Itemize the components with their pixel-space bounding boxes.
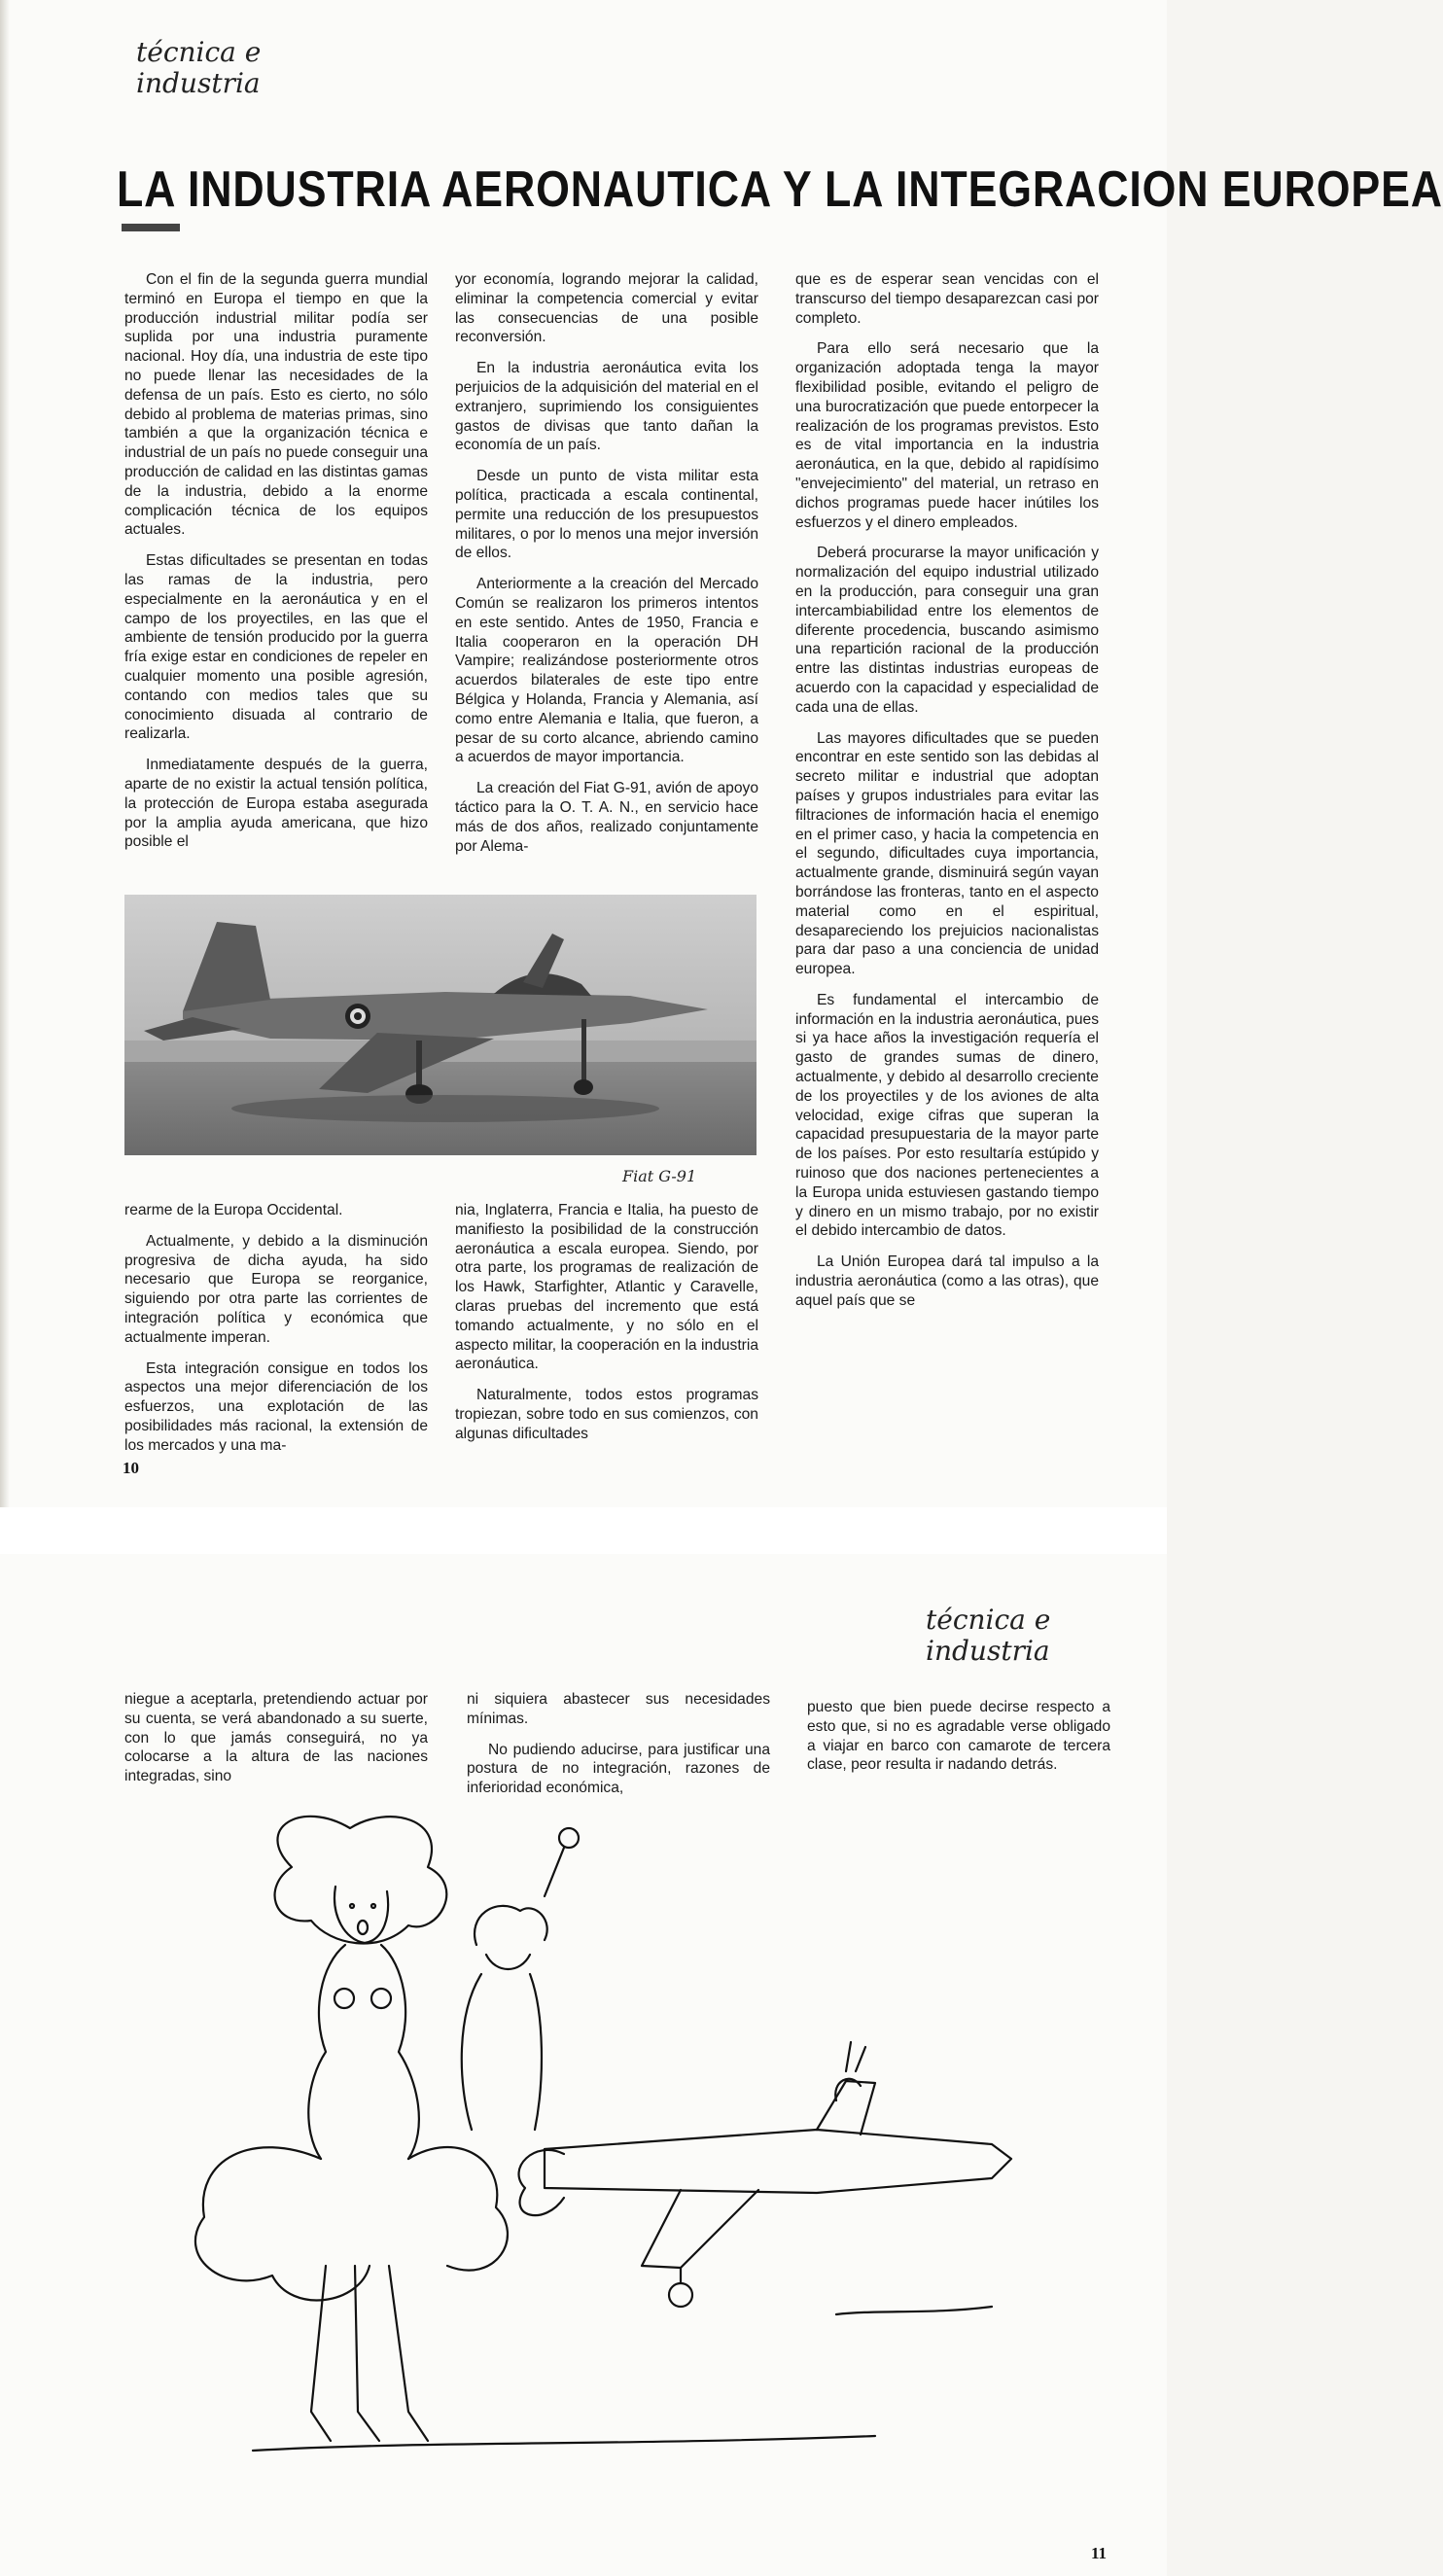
paragraph: Es fundamental el intercambio de información en la industria aeronáutica, pues si ya hace años la investigación requería el gasto de grandes sumas de dinero, actualmente, y debido al desarrollo creciente de los proyectiles y de los aviones de alta velocidad, exige cifras que superan la capacidad presupuestaria de la mayor parte de los países. Por esto resultaría estúpido y ruinoso que dos naciones pertenecientes a la Europa unida estuviesen gastando tiempo y dinero en un mismo trabajo, por no existir el debido intercambio de datos. xyxy=(795,991,1099,1240)
page-gap xyxy=(0,1507,1167,1554)
page-edge-shadow xyxy=(0,0,10,1507)
paragraph: Para ello será necesario que la organización adoptada tenga la mayor flexibilidad posible, evitando el peligro de una burocratización que puede entorpecer la realización de los programas previstos. Esto es de vital importancia en la industria aeronáutica, en la que, debido al rapidísimo "envejecimiento" del material, un retraso en dichos programas puede hacer inútiles los esfuerzos y el dinero empleados. xyxy=(795,340,1099,531)
paragraph: yor economía, logrando mejorar la calidad, eliminar la competencia comercial y evitar las consecuencias de una posible reconversión. xyxy=(455,271,758,346)
jet-aircraft-illustration xyxy=(124,895,757,1155)
paragraph: Desde un punto de vista militar esta política, practicada a escala continental, permite una reducción de los presupuestos militares, o por lo menos una mejor inversión de ellos. xyxy=(455,468,758,562)
page-number: 10 xyxy=(123,1459,139,1477)
paragraph: Estas dificultades se presentan en todas las ramas de la industria, pero especialmente en la aeronáutica y en el campo de los proyectiles, en las que el ambiente de tensión producido por la guerra fría exige estar en condiciones de repeler en cualquier momento una posible agresión, contando con medios tales que su conocimiento disuada al contrario de realizarla. xyxy=(124,552,428,743)
paragraph: que es de esperar sean vencidas con el transcurso del tiempo desaparezcan casi por completo. xyxy=(795,271,1099,327)
paragraph: Deberá procurarse la mayor unificación y normalización del equipo industrial utilizado en la producción, para conseguir una gran intercambiabilidad entre los elementos de diferente procedencia, buscando asimismo una repartición racional de la producción entre las distintas industrias europeas de acuerdo con la capacidad y especialidad de cada una de ellas. xyxy=(795,545,1099,716)
paragraph: La Unión Europea dará tal impulso a la industria aeronáutica (como a las otras), que aquel país que se xyxy=(795,1253,1099,1309)
title-underline-mark xyxy=(122,224,180,231)
paragraph: puesto que bien puede decirse respecto a esto que, si no es agradable verse obligado a viajar en barco con camarote de tercera clase, peor resulta ir nadando detrás. xyxy=(807,1699,1110,1774)
column-2 xyxy=(467,1690,770,1810)
paragraph: Con el fin de la segunda guerra mundial terminó en Europa el tiempo en que la producción industrial militar podía ser suplida por una industria puramente nacional. Hoy día, una industria de este tipo no puede llenar las necesidades de la defensa de un país. Esto es cierto, no sólo debido al problema de materias primas, sino también a que la organización técnica e industrial de un país no puede conseguir una producción de calidad en las distintas gamas de la industria, debido a la enorme complicación técnica de los equipos actuales. xyxy=(124,271,428,539)
column-1 xyxy=(124,1690,428,1798)
column-3 xyxy=(795,270,1099,1323)
paragraph: Inmediatamente después de la guerra, aparte de no existir la actual tensión política, la protección de Europa estaba asegurada por la amplia ayuda americana, que hizo posible el xyxy=(124,757,428,851)
paragraph: En la industria aeronáutica evita los perjuicios de la adquisición del material en el extranjero, suprimiendo los consiguientes gastos de divisas que tanto dañan la economía de un país. xyxy=(455,360,758,454)
column-1-lower xyxy=(124,1201,428,1467)
paragraph: Esta integración consigue en todos los aspectos una mejor diferenciación de los esfuerzos, una explotación de las posibilidades más racional, la extensión de los mercados y una ma- xyxy=(124,1359,428,1454)
column-2-lower xyxy=(455,1201,758,1456)
page-number: 11 xyxy=(1091,2544,1108,2562)
paragraph: Las mayores dificultades que se pueden encontrar en este sentido son las debidas al secreto militar e industrial que adoptan países y grupos industriales para evitar las filtraciones de información hacia el enemigo en el primer caso, y hacia la competencia en el segundo, dificultades cuya importancia, actualmente grande, disminuirá según vayan borrándose las fronteras, tanto en el aspecto material como en el espiritual, desapareciendo los prejuicios nacionalistas para dar paso a una conciencia de unidad europea. xyxy=(795,729,1099,978)
paragraph: niegue a aceptarla, pretendiendo actuar por su cuenta, se verá abandonado a su suerte, con lo que jamás conseguirá, no ya colocarse a la altura de las naciones integradas, sino xyxy=(124,1691,428,1785)
section-tag: técnica e industria xyxy=(926,1604,1051,1667)
paragraph: Actualmente, y debido a la disminución progresiva de dicha ayuda, ha sido necesario que Europa se reorganice, siguiendo por otra parte las corrientes de integración política y económica que actualmente imperan. xyxy=(124,1232,428,1346)
paragraph: nia, Inglaterra, Francia e Italia, ha puesto de manifiesto la posibilidad de la construcción aeronáutica a escala europea. Siendo, por otra parte, los programas de realización de los Hawk, Starfighter, Atlantic y Caravelle, claras pruebas del incremento que está tomando actualmente, y no sólo en el aspecto militar, la cooperación en la industria aeronáutica. xyxy=(455,1202,758,1373)
column-3 xyxy=(807,1698,1110,1786)
paragraph: ni siquiera abastecer sus necesidades mínimas. xyxy=(467,1691,770,1727)
paragraph: Naturalmente, todos estos programas tropiezan, sobre todo en sus comienzos, con algunas dificultades xyxy=(455,1387,758,1442)
column-2 xyxy=(455,270,758,867)
photo-caption: Fiat G-91 xyxy=(622,1167,697,1185)
cartoon-illustration xyxy=(136,1809,1070,2470)
section-tag: técnica e industria xyxy=(136,36,262,99)
paragraph: No pudiendo aducirse, para justificar una postura de no integración, razones de inferioridad económica, xyxy=(467,1741,770,1797)
paragraph: Anteriormente a la creación del Mercado Común se realizaron los primeros intentos en este sentido. Antes de 1950, Francia e Italia cooperaron en la operación DH Vampire; realizándose posteriormente otros acuerdos bilaterales de este tipo entre Bélgica y Holanda, Francia y Alemania, así como entre Alemania e Italia, que fueron, a pesar de su corto alcance, abriendo camino a acuerdos de mayor importancia. xyxy=(455,576,758,766)
fiat-g91-photo xyxy=(124,895,757,1155)
paragraph: rearme de la Europa Occidental. xyxy=(124,1202,343,1218)
article-title: LA INDUSTRIA AERONAUTICA Y LA INTEGRACION EUROPEA xyxy=(117,161,1443,218)
column-1 xyxy=(124,270,428,864)
paragraph: La creación del Fiat G-91, avión de apoyo táctico para la O. T. A. N., en servicio hace más de dos años, realizado conjuntamente por Alema- xyxy=(455,780,758,855)
